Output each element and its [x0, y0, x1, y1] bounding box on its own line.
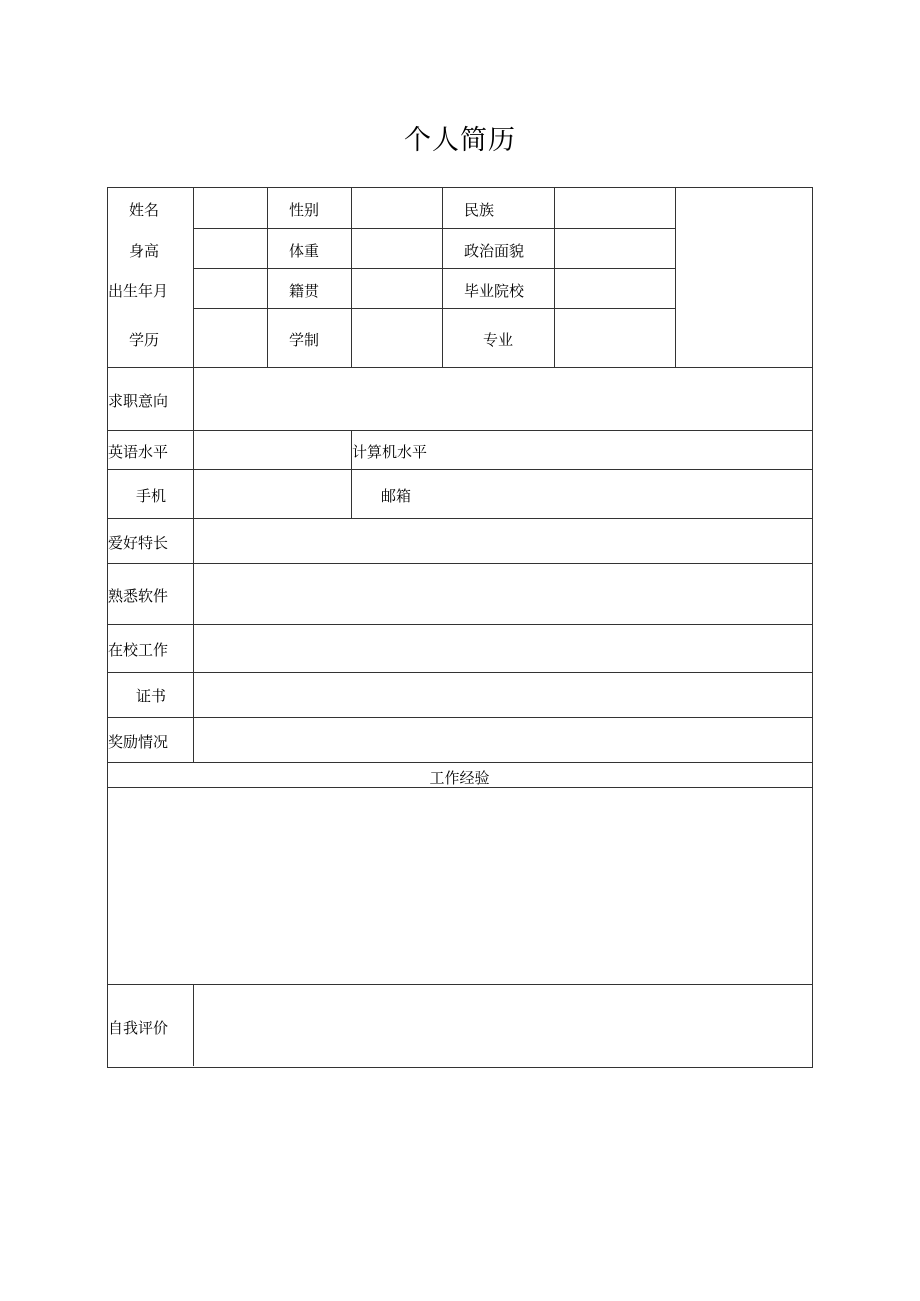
major-field[interactable]: [555, 309, 675, 367]
native-place-field[interactable]: [352, 269, 442, 308]
photo-area[interactable]: [676, 188, 812, 367]
school-label: 毕业院校: [464, 282, 525, 300]
computer-level-field[interactable]: [437, 431, 812, 469]
job-intention-field[interactable]: [194, 368, 812, 430]
hobbies-field[interactable]: [194, 519, 812, 563]
campus-work-field[interactable]: [194, 625, 812, 672]
computer-level-label: 计算机水平: [352, 443, 428, 461]
self-evaluation-field[interactable]: [194, 985, 812, 1066]
software-field[interactable]: [194, 564, 812, 624]
email-label: 邮箱: [381, 487, 412, 505]
ethnicity-label: 民族: [464, 201, 495, 219]
school-field[interactable]: [555, 269, 675, 308]
name-label: 姓名: [129, 201, 160, 219]
birth-date-field[interactable]: [194, 269, 267, 308]
page-title: 个人简历: [404, 125, 516, 156]
certificates-label: 证书: [136, 687, 167, 705]
work-experience-field[interactable]: [108, 788, 812, 984]
gender-label: 性别: [289, 201, 320, 219]
native-place-label: 籍贯: [289, 282, 320, 300]
birth-date-label: 出生年月: [108, 282, 169, 300]
height-label: 身高: [129, 242, 160, 260]
email-field[interactable]: [427, 470, 812, 518]
certificates-field[interactable]: [194, 673, 812, 717]
program-length-label: 学制: [289, 331, 320, 349]
row-divider: [107, 762, 812, 763]
awards-label: 奖励情况: [108, 733, 169, 751]
height-field[interactable]: [194, 229, 267, 268]
english-level-label: 英语水平: [108, 443, 169, 461]
gender-field[interactable]: [352, 188, 442, 228]
political-status-label: 政治面貌: [464, 242, 525, 260]
campus-work-label: 在校工作: [108, 641, 169, 659]
ethnicity-field[interactable]: [555, 188, 675, 228]
column-divider: [442, 187, 443, 367]
weight-label: 体重: [289, 242, 320, 260]
resume-form: [107, 187, 813, 1068]
education-field[interactable]: [194, 309, 267, 367]
hobbies-label: 爱好特长: [108, 534, 169, 552]
english-level-field[interactable]: [194, 431, 351, 469]
program-length-field[interactable]: [352, 309, 442, 367]
self-evaluation-label: 自我评价: [108, 1019, 169, 1037]
phone-label: 手机: [136, 487, 167, 505]
political-status-field[interactable]: [555, 229, 675, 268]
name-field[interactable]: [194, 188, 267, 228]
software-label: 熟悉软件: [108, 587, 169, 605]
job-intention-label: 求职意向: [108, 392, 169, 410]
awards-field[interactable]: [194, 718, 812, 762]
education-label: 学历: [129, 331, 160, 349]
major-label: 专业: [483, 331, 514, 349]
phone-field[interactable]: [194, 470, 351, 518]
weight-field[interactable]: [352, 229, 442, 268]
work-experience-heading: 工作经验: [429, 769, 490, 787]
column-divider: [267, 187, 268, 367]
